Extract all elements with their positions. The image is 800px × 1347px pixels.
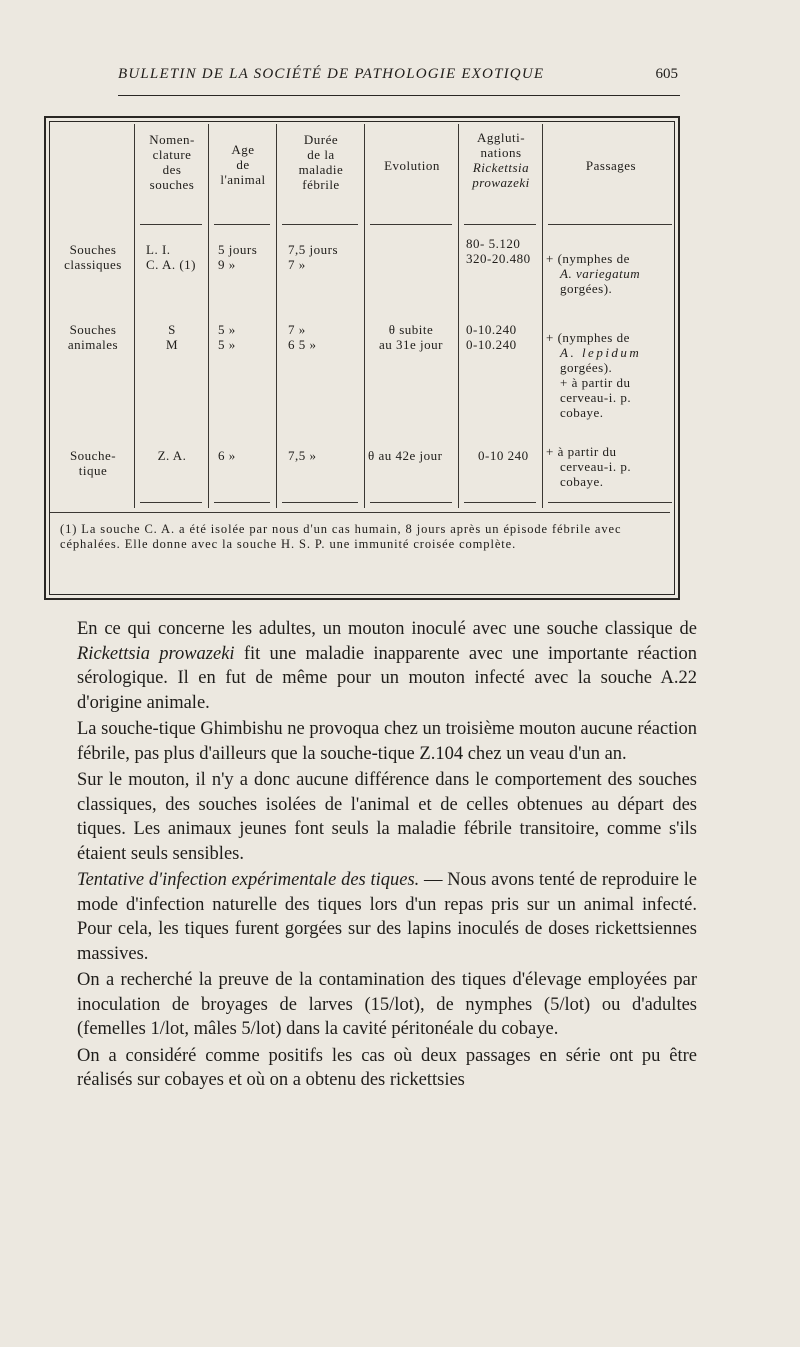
column-divider — [364, 124, 365, 508]
cell-nomenclature: L. I. C. A. (1) — [146, 242, 196, 272]
cell-nomenclature: S M — [165, 322, 179, 352]
bottom-underline — [214, 502, 270, 503]
cell-agglutinations: 0-10.240 0-10.240 — [466, 322, 517, 352]
header-passages: Passages — [585, 158, 637, 173]
cell-passages-species: A. variegatum — [560, 266, 641, 281]
column-divider — [134, 124, 135, 508]
row-label: Souches classiques — [64, 242, 122, 272]
paragraph-text: En ce qui concerne les adultes, un mouton inoculé avec une souche classique de — [77, 619, 697, 639]
table-inner-border — [50, 594, 674, 595]
row-label: Souche- tique — [69, 448, 117, 478]
page-number: 605 — [655, 66, 678, 82]
cell-age: 5 jours 9 » — [218, 242, 258, 272]
header-underline — [282, 224, 358, 225]
cell-passages: + (nymphes de — [546, 251, 630, 266]
table-inner-border — [49, 121, 50, 595]
column-divider — [458, 124, 459, 508]
footnote-rule — [50, 512, 670, 513]
row-label: Souches animales — [67, 322, 119, 352]
cell-passages-species: A. lepidum — [560, 345, 642, 360]
bottom-underline — [140, 502, 202, 503]
paragraph: Sur le mouton, il n'y a donc aucune différence dans le comportement des souches classiques, des souches isolées de l'animal et de celles obtenues au départ des tiques. Les animaux jeunes font seuls la maladie fébrile transitoire, comme s'ils étaient seuls sensibles. — [77, 770, 697, 864]
header-underline — [370, 224, 452, 225]
cell-duree: 7,5 jours 7 » — [288, 242, 338, 272]
paragraph-text: fit une maladie inapparente avec une importante réaction sérologique. Il en fut de même pour un mouton infecté avec la souche A.22 d'origine animale. — [77, 643, 697, 713]
paragraph — [77, 868, 697, 966]
cell-evolution: θ au 42e jour — [368, 448, 443, 463]
cell-nomenclature: Z. A. — [157, 448, 187, 463]
header-underline — [464, 224, 536, 225]
header-age: Age de l'animal — [220, 142, 266, 187]
cell-age: 5 » 5 » — [218, 322, 236, 352]
cell-passages-note: cerveau-i. p. cobaye. — [560, 459, 632, 489]
column-divider — [276, 124, 277, 508]
cell-passages-note: gorgées). — [560, 281, 613, 296]
cell-passages: + (nymphes de — [546, 330, 630, 345]
journal-title: BULLETIN DE LA SOCIÉTÉ DE PATHOLOGIE EXOTIQUE — [118, 66, 545, 82]
cell-passages-note: gorgées). + à partir du cerveau-i. p. cobaye. — [560, 360, 632, 420]
header-rule — [118, 95, 680, 96]
cell-duree: 7,5 » — [288, 448, 317, 463]
body-text — [77, 617, 697, 1095]
header-agglutinations: Aggluti- nations — [476, 130, 526, 160]
header-underline — [214, 224, 270, 225]
table-inner-border — [50, 121, 674, 122]
header-evolution: Evolution — [384, 158, 440, 173]
paragraph: On a recherché la preuve de la contamination des tiques d'élevage employées par inoculation de broyages de larves (15/lot), de nymphes (5/lot) ou d'adultes (femelles 1/lot, mâles 5/lot) dans la cavité péritonéale du cobaye. — [77, 970, 697, 1039]
header-rickettsia: Rickettsia prowazeki — [472, 160, 530, 190]
header-underline — [140, 224, 202, 225]
paragraph: La souche-tique Ghimbishu ne provoqua chez un troisième mouton aucune réaction fébrile, pas plus d'ailleurs que la souche-tique Z.104 chez un veau d'un an. — [77, 719, 697, 764]
bottom-underline — [282, 502, 358, 503]
bottom-underline — [464, 502, 536, 503]
bottom-underline — [370, 502, 452, 503]
cell-duree: 7 » 6 5 » — [288, 322, 317, 352]
column-divider — [208, 124, 209, 508]
cell-evolution: θ subite au 31e jour — [379, 322, 443, 352]
header-duree: Durée de la maladie fébrile — [298, 132, 344, 192]
cell-agglutinations: 0-10 240 — [478, 448, 529, 463]
paragraph: On a considéré comme positifs les cas où deux passages en série ont pu être réalisés sur cobayes et où on a obtenu des rickettsies — [77, 1045, 697, 1090]
cell-age: 6 » — [218, 448, 236, 463]
species-name: Rickettsia prowazeki — [77, 643, 235, 664]
header-underline — [548, 224, 672, 225]
cell-agglutinations: 80- 5.120 320-20.480 — [466, 236, 531, 266]
column-divider — [542, 124, 543, 508]
paragraph-text: — Nous avons tenté de reproduire le mode d'infection naturelle des tiques lors d'un repas pris sur un animal infecté. Pour cela, les tiques furent gorgées sur des lapins inoculés de doses rickettsiennes massives. — [77, 870, 698, 964]
table-footnote: (1) La souche C. A. a été isolée par nous d'un cas humain, 8 jours après un épisode fébrile avec céphalées. Elle donne avec la souche H. S. P. une immunité croisée complète. — [60, 522, 622, 551]
bottom-underline — [548, 502, 672, 503]
section-heading: Tentative d'infection expérimentale des tiques. — [77, 870, 420, 890]
paragraph — [77, 617, 697, 715]
header-nomenclature: Nomen- clature des souches — [149, 132, 195, 192]
cell-passages: + à partir du — [546, 444, 617, 459]
